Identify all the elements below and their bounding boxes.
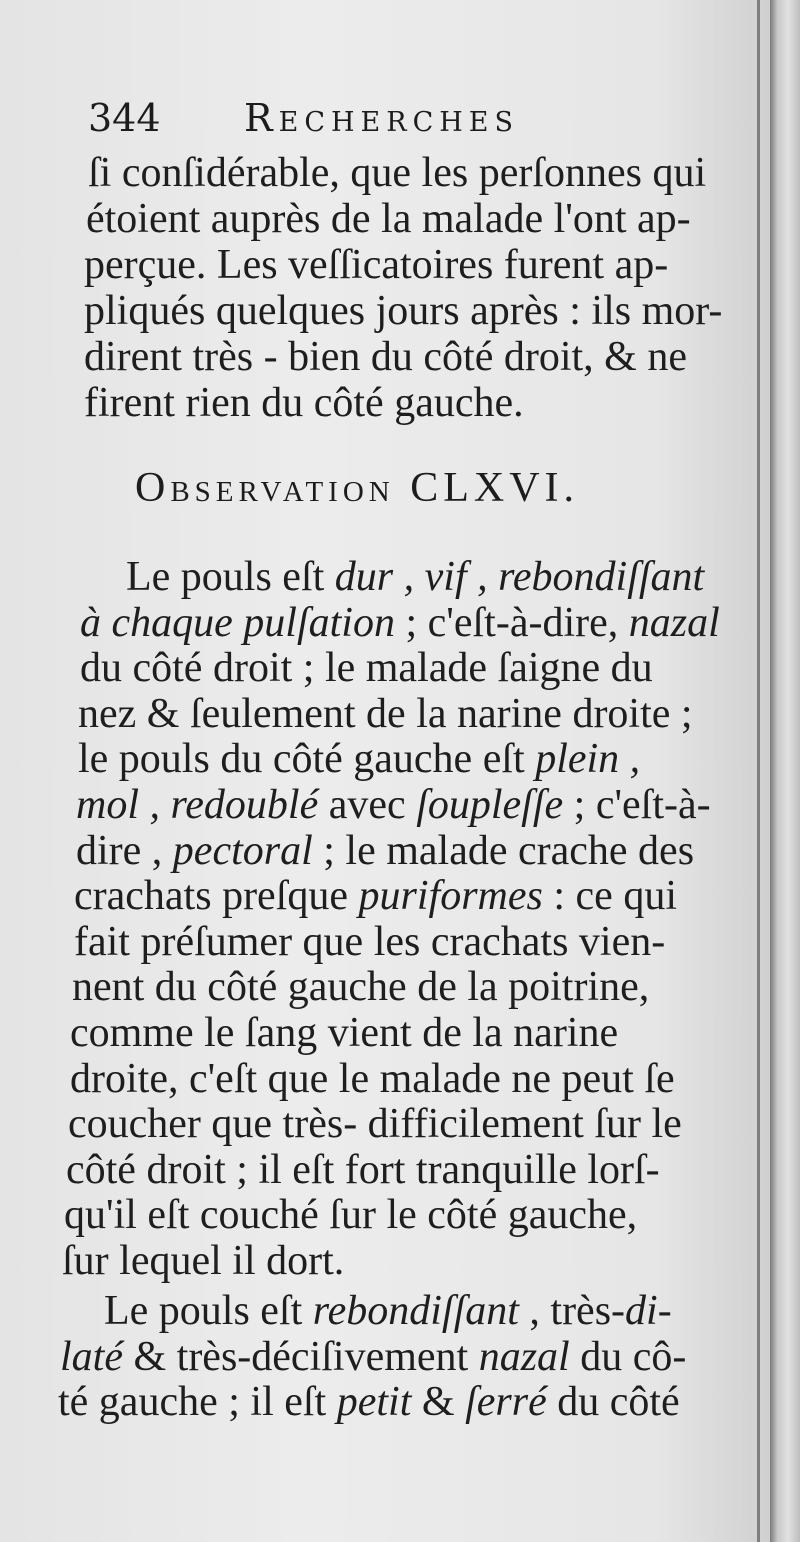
italic-text: laté (60, 1333, 123, 1380)
italic-text: ſoupleſſe (416, 782, 564, 828)
text-line (70, 1012, 618, 1054)
roman-text: Le pouls eſt (126, 554, 335, 600)
roman-text: qu'il eſt couché ſur le côté gauche, (64, 1192, 638, 1239)
roman-text: crachats preſque (74, 873, 359, 920)
roman-text: ſur lequel il dort. (62, 1238, 345, 1284)
roman-text: du côté (546, 1379, 680, 1426)
text-line (74, 918, 666, 965)
roman-text: ; c'eſt-à-dire, (394, 599, 629, 646)
observation-heading: Observation CLXVI. (135, 465, 580, 511)
text-line (80, 599, 720, 646)
text-line: pliqués quelques jours après : ils mor- (84, 288, 723, 334)
page-number: 344 (88, 96, 161, 140)
roman-text: comme le ſang vient de la narine (70, 1010, 619, 1056)
roman-text: du côté droit ; le malade ſaigne du (80, 645, 653, 692)
roman-text: côté droit ; il eſt fort tranquille lorſ- (66, 1146, 660, 1193)
roman-text: du cô- (569, 1333, 687, 1380)
italic-text: nazal (628, 599, 720, 646)
roman-text: : ce qui (542, 873, 677, 920)
italic-text: mol , redoublé (76, 782, 319, 828)
roman-text: droite, c'eſt que le malade ne peut ſe (70, 1055, 675, 1102)
roman-text: & (411, 1379, 466, 1426)
text-line: perçue. Les veſſicatoires furent ap- (84, 242, 669, 288)
roman-text: fait préſumer que les crachats vien- (74, 918, 666, 965)
roman-text: le pouls du côté gauche eſt (78, 736, 536, 783)
roman-text: coucher que très- difficilement ſur le (68, 1101, 682, 1148)
italic-text: plein , (535, 736, 641, 783)
text-line (68, 1101, 682, 1148)
text-line (62, 1240, 344, 1282)
text-line (80, 645, 653, 692)
roman-text: , très- (518, 1288, 626, 1334)
book-gutter (770, 0, 800, 1542)
italic-text: di- (625, 1288, 672, 1334)
italic-text: pectoral (172, 827, 313, 874)
text-line (66, 1146, 660, 1193)
text-line: firent rien du côté gauche. (84, 380, 524, 426)
page-fold-shadow (757, 0, 760, 1542)
italic-text: dur , vif , rebondiſſant (334, 554, 705, 600)
roman-text: ; c'eſt-à- (563, 782, 711, 828)
italic-text: nazal (478, 1333, 570, 1380)
text-line (78, 690, 693, 737)
italic-text: puriformes (358, 873, 543, 920)
text-line (76, 827, 695, 874)
text-line (76, 784, 711, 826)
roman-text: té gauche ; il eſt (58, 1379, 337, 1426)
text-line: étoient auprès de la malade l'ont ap- (86, 196, 691, 242)
roman-text: nent du côté gauche de la poitrine, (72, 964, 650, 1011)
roman-text: nez & ſeulement de la narine droite ; (78, 690, 693, 737)
text-line (74, 873, 677, 920)
text-line (64, 1192, 638, 1239)
italic-text: petit (336, 1379, 412, 1426)
roman-text: avec (318, 782, 417, 828)
page-header (88, 96, 728, 144)
italic-text: à chaque pulſation (80, 599, 395, 646)
roman-text: Le pouls eſt (104, 1288, 313, 1334)
text-line (60, 1333, 687, 1380)
text-line: ſi conſidérable, que les perſonnes qui (88, 150, 707, 196)
text-line (58, 1379, 680, 1426)
text-line (70, 1055, 675, 1102)
roman-text: ; le malade crache des (312, 827, 695, 874)
text-line (78, 736, 641, 783)
italic-text: rebondiſſant (312, 1288, 519, 1334)
text-line (126, 556, 704, 598)
text-line: dirent très - bien du côté droit, & ne (84, 334, 687, 380)
italic-text: ſerré (465, 1379, 547, 1426)
roman-text: & très-déciſivement (122, 1333, 479, 1380)
text-line (72, 964, 650, 1011)
roman-text: dire , (76, 827, 173, 874)
text-line (104, 1290, 672, 1332)
running-head: Recherches (244, 96, 519, 140)
